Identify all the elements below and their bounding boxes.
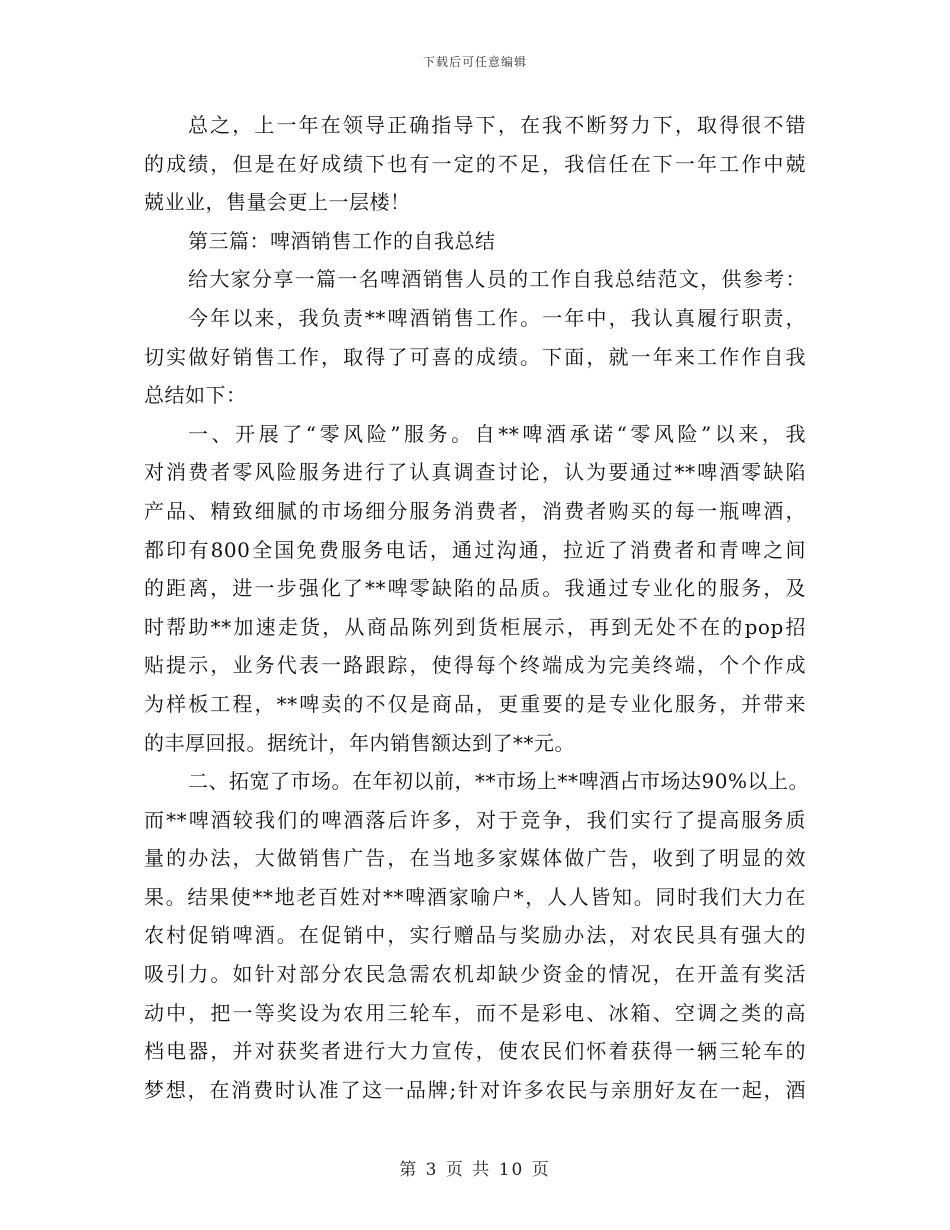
text-line: 切实做好销售工作，取得了可喜的成绩。下面，就一年来工作作自我 bbox=[144, 344, 806, 369]
text-line: 梦想，在消费时认准了这一品牌;针对许多农民与亲朋好友在一起，酒 bbox=[144, 1077, 806, 1102]
text-line: 的距离，进一步强化了**啤零缺陷的品质。我通过专业化的服务，及 bbox=[144, 576, 806, 601]
text-line: 一、开展了“零风险”服务。自**啤酒承诺“零风险”以来，我 bbox=[188, 421, 806, 446]
text-line: 产品、精致细腻的市场细分服务消费者，消费者购买的每一瓶啤酒， bbox=[144, 498, 806, 523]
text-line: 贴提示，业务代表一路跟踪，使得每个终端成为完美终端，个个作成 bbox=[144, 653, 806, 678]
text-line: 而**啤酒较我们的啤酒落后许多，对于竞争，我们实行了提高服务质 bbox=[144, 807, 806, 832]
text-line: 档电器，并对获奖者进行大力宣传，使农民们怀着获得一辆三轮车的 bbox=[144, 1039, 806, 1064]
text-line: 给大家分享一篇一名啤酒销售人员的工作自我总结范文，供参考： bbox=[188, 267, 806, 292]
page-header: 下载后可任意编辑 bbox=[422, 55, 527, 69]
text-line: 的成绩，但是在好成绩下也有一定的不足，我信任在下一年工作中兢 bbox=[144, 151, 806, 176]
text-line: 第三篇：啤酒销售工作的自我总结 bbox=[188, 228, 496, 253]
text-line: 对消费者零风险服务进行了认真调查讨论，认为要通过**啤酒零缺陷 bbox=[144, 460, 806, 485]
text-line: 果。结果使**地老百姓对**啤酒家喻户*，人人皆知。同时我们大力在 bbox=[144, 884, 806, 909]
document-body bbox=[144, 106, 809, 1109]
text-line: 吸引力。如针对部分农民急需农机却缺少资金的情况，在开盖有奖活 bbox=[144, 962, 806, 987]
text-line: 的丰厚回报。据统计，年内销售额达到了**元。 bbox=[144, 730, 575, 755]
text-line: 今年以来，我负责**啤酒销售工作。一年中，我认真履行职责， bbox=[188, 305, 806, 330]
text-line: 二、拓宽了市场。在年初以前，**市场上**啤酒占市场达90%以上。 bbox=[188, 769, 809, 794]
text-line: 动中，把一等奖设为农用三轮车，而不是彩电、冰箱、空调之类的高 bbox=[144, 1000, 806, 1025]
text-line: 农村促销啤酒。在促销中，实行赠品与奖励办法，对农民具有强大的 bbox=[144, 923, 806, 948]
text-line: 为样板工程，**啤卖的不仅是商品，更重要的是专业化服务，并带来 bbox=[144, 691, 806, 716]
text-line: 总结如下： bbox=[144, 383, 247, 408]
text-line: 都印有800全国免费服务电话，通过沟通，拉近了消费者和青啤之间 bbox=[144, 537, 806, 562]
text-line: 时帮助**加速走货，从商品陈列到货柜展示，再到无处不在的pop招 bbox=[144, 614, 806, 639]
page-footer: 第 3 页 共 10 页 bbox=[399, 1160, 551, 1180]
text-line: 兢业业，售量会更上一层楼！ bbox=[144, 190, 411, 215]
text-line: 总之，上一年在领导正确指导下，在我不断努力下，取得很不错 bbox=[188, 113, 806, 137]
text-line: 量的办法，大做销售广告，在当地多家媒体做广告，收到了明显的效 bbox=[144, 846, 806, 871]
